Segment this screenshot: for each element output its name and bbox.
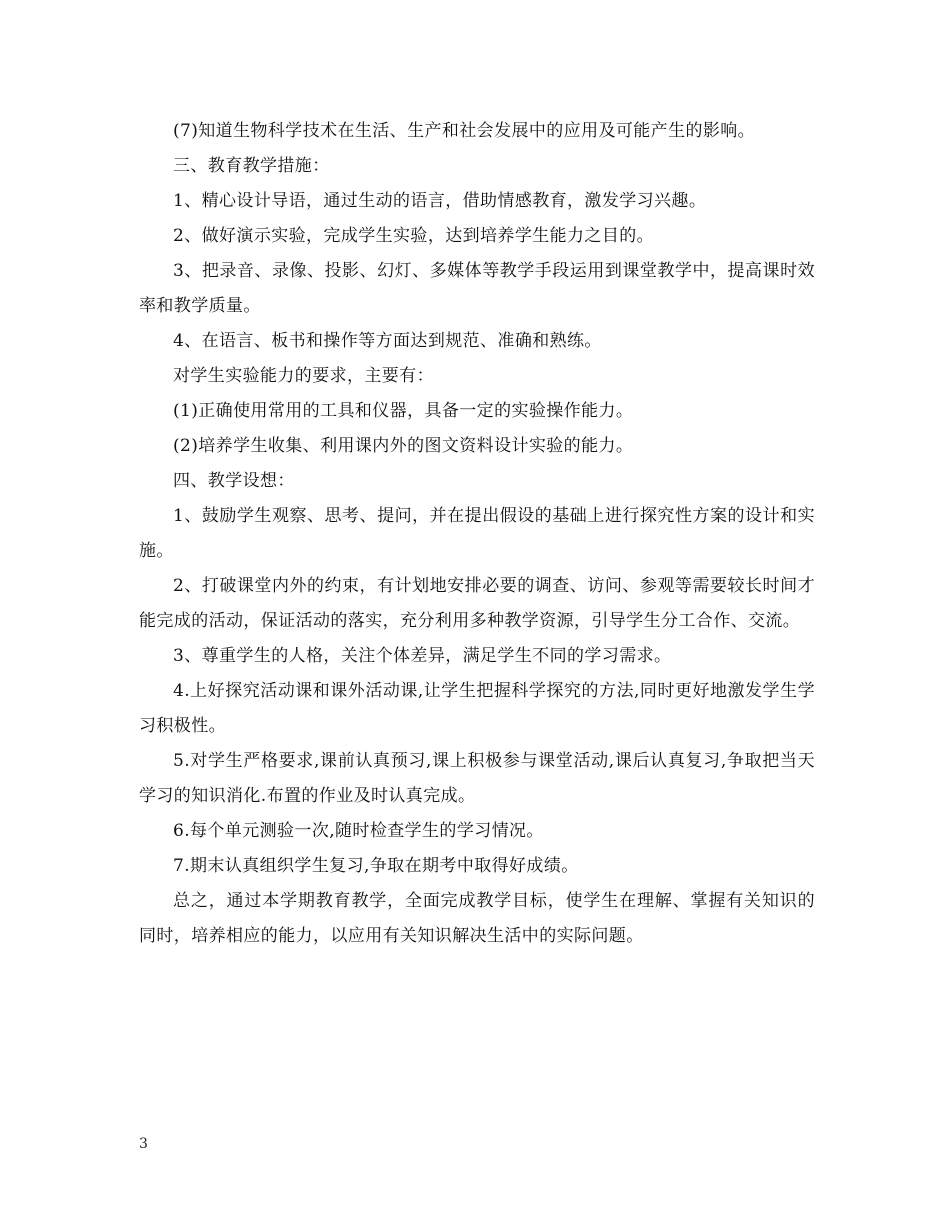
paragraph: (7)知道生物科学技术在生活、生产和社会发展中的应用及可能产生的影响。 (173, 121, 756, 141)
paragraph: 4、在语言、板书和操作等方面达到规范、准确和熟练。 (173, 331, 602, 351)
paragraph: (1)正确使用常用的工具和仪器，具备一定的实验操作能力。 (173, 401, 634, 421)
document-body (139, 114, 815, 954)
paragraph: 4.上好探究活动课和课外活动课,让学生把握科学探究的方法,同时更好地激发学生学习积极性。 (139, 681, 815, 736)
paragraph: 2、打破课堂内外的约束，有计划地安排必要的调查、访问、参观等需要较长时间才能完成的活动，保证活动的落实，充分利用多种教学资源，引导学生分工合作、交流。 (139, 576, 815, 631)
paragraph: (2)培养学生收集、利用课内外的图文资料设计实验的能力。 (173, 436, 634, 456)
paragraph: 5.对学生严格要求,课前认真预习,课上积极参与课堂活动,课后认真复习,争取把当天学习的知识消化.布置的作业及时认真完成。 (139, 751, 815, 806)
paragraph: 1、鼓励学生观察、思考、提问，并在提出假设的基础上进行探究性方案的设计和实施。 (139, 506, 815, 561)
paragraph: 6.每个单元测验一次,随时检查学生的学习情况。 (173, 821, 544, 841)
section-heading: 四、教学设想： (173, 471, 295, 491)
conclusion-paragraph: 总之，通过本学期教育教学，全面完成教学目标，使学生在理解、掌握有关知识的同时，培养相应的能力，以应用有关知识解决生活中的实际问题。 (139, 891, 815, 946)
page-number: 3 (139, 1136, 148, 1152)
section-heading: 三、教育教学措施： (173, 156, 330, 176)
paragraph: 7.期末认真组织学生复习,争取在期考中取得好成绩。 (173, 856, 579, 876)
paragraph: 对学生实验能力的要求，主要有： (173, 366, 434, 386)
paragraph: 3、把录音、录像、投影、幻灯、多媒体等教学手段运用到课堂教学中，提高课时效率和教学质量。 (139, 261, 815, 316)
paragraph: 2、做好演示实验，完成学生实验，达到培养学生能力之目的。 (173, 226, 655, 246)
paragraph: 3、尊重学生的人格，关注个体差异，满足学生不同的学习需求。 (173, 646, 672, 666)
paragraph: 1、精心设计导语，通过生动的语言，借助情感教育，激发学习兴趣。 (173, 191, 707, 211)
